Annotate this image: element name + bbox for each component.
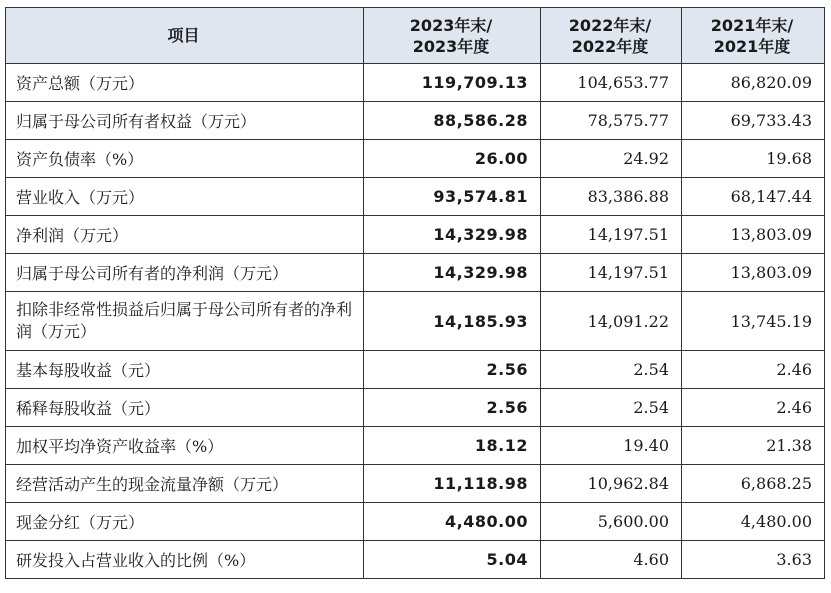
cell-2022: 14,197.51 — [541, 216, 682, 254]
cell-2022: 19.40 — [541, 427, 682, 465]
cell-2023: 4,480.00 — [364, 503, 541, 541]
cell-2023: 14,329.98 — [364, 254, 541, 292]
header-2021-line1: 2021年末/ — [710, 15, 794, 35]
cell-2023: 14,185.93 — [364, 292, 541, 351]
cell-2021: 4,480.00 — [682, 503, 825, 541]
cell-2023: 11,118.98 — [364, 465, 541, 503]
cell-2021: 3.63 — [682, 541, 825, 579]
cell-2021: 86,820.09 — [682, 64, 825, 102]
header-2022 — [541, 8, 682, 64]
row-label: 净利润（万元） — [6, 216, 364, 254]
row-label: 归属于母公司所有者权益（万元） — [6, 102, 364, 140]
cell-2021: 13,803.09 — [682, 254, 825, 292]
cell-2023: 26.00 — [364, 140, 541, 178]
cell-2022: 83,386.88 — [541, 178, 682, 216]
cell-2021: 2.46 — [682, 351, 825, 389]
header-2023-line2: 2023年度 — [412, 36, 490, 56]
header-2023 — [364, 8, 541, 64]
cell-2021: 13,745.19 — [682, 292, 825, 351]
cell-2023: 14,329.98 — [364, 216, 541, 254]
row-label: 资产总额（万元） — [6, 64, 364, 102]
table-row — [6, 389, 825, 427]
cell-2023: 2.56 — [364, 351, 541, 389]
cell-2023: 93,574.81 — [364, 178, 541, 216]
cell-2022: 78,575.77 — [541, 102, 682, 140]
table-row — [6, 465, 825, 503]
cell-2023: 18.12 — [364, 427, 541, 465]
row-label: 扣除非经常性损益后归属于母公司所有者的净利润（万元） — [6, 292, 364, 351]
row-label: 经营活动产生的现金流量净额（万元） — [6, 465, 364, 503]
row-label: 资产负债率（%） — [6, 140, 364, 178]
cell-2022: 24.92 — [541, 140, 682, 178]
cell-2022: 14,197.51 — [541, 254, 682, 292]
cell-2023: 119,709.13 — [364, 64, 541, 102]
cell-2021: 13,803.09 — [682, 216, 825, 254]
cell-2022: 2.54 — [541, 389, 682, 427]
cell-2023: 5.04 — [364, 541, 541, 579]
row-label: 营业收入（万元） — [6, 178, 364, 216]
table-row — [6, 292, 825, 351]
header-item-label: 项目 — [167, 26, 200, 45]
cell-2022: 2.54 — [541, 351, 682, 389]
row-label: 研发投入占营业收入的比例（%） — [6, 541, 364, 579]
cell-2021: 6,868.25 — [682, 465, 825, 503]
cell-2023: 2.56 — [364, 389, 541, 427]
row-label: 稀释每股收益（元） — [6, 389, 364, 427]
table-row — [6, 427, 825, 465]
cell-2022: 14,091.22 — [541, 292, 682, 351]
header-item — [6, 8, 364, 64]
row-label: 基本每股收益（元） — [6, 351, 364, 389]
header-2021-line2: 2021年度 — [713, 36, 791, 56]
table-row — [6, 503, 825, 541]
row-label: 归属于母公司所有者的净利润（万元） — [6, 254, 364, 292]
cell-2022: 10,962.84 — [541, 465, 682, 503]
header-2022-line2: 2022年度 — [571, 36, 649, 56]
table-row — [6, 254, 825, 292]
table-row — [6, 178, 825, 216]
cell-2022: 104,653.77 — [541, 64, 682, 102]
cell-2021: 69,733.43 — [682, 102, 825, 140]
row-label: 现金分红（万元） — [6, 503, 364, 541]
header-2022-line1: 2022年末/ — [568, 15, 652, 35]
header-row — [6, 8, 825, 64]
cell-2021: 2.46 — [682, 389, 825, 427]
cell-2021: 68,147.44 — [682, 178, 825, 216]
header-2023-line1: 2023年末/ — [409, 15, 493, 35]
cell-2022: 4.60 — [541, 541, 682, 579]
financial-summary-table — [5, 7, 825, 579]
table-row — [6, 541, 825, 579]
table-row — [6, 140, 825, 178]
table-row — [6, 216, 825, 254]
header-2021 — [682, 8, 825, 64]
cell-2021: 19.68 — [682, 140, 825, 178]
cell-2023: 88,586.28 — [364, 102, 541, 140]
table-row — [6, 351, 825, 389]
table-row — [6, 102, 825, 140]
table-row — [6, 64, 825, 102]
cell-2021: 21.38 — [682, 427, 825, 465]
cell-2022: 5,600.00 — [541, 503, 682, 541]
row-label: 加权平均净资产收益率（%） — [6, 427, 364, 465]
